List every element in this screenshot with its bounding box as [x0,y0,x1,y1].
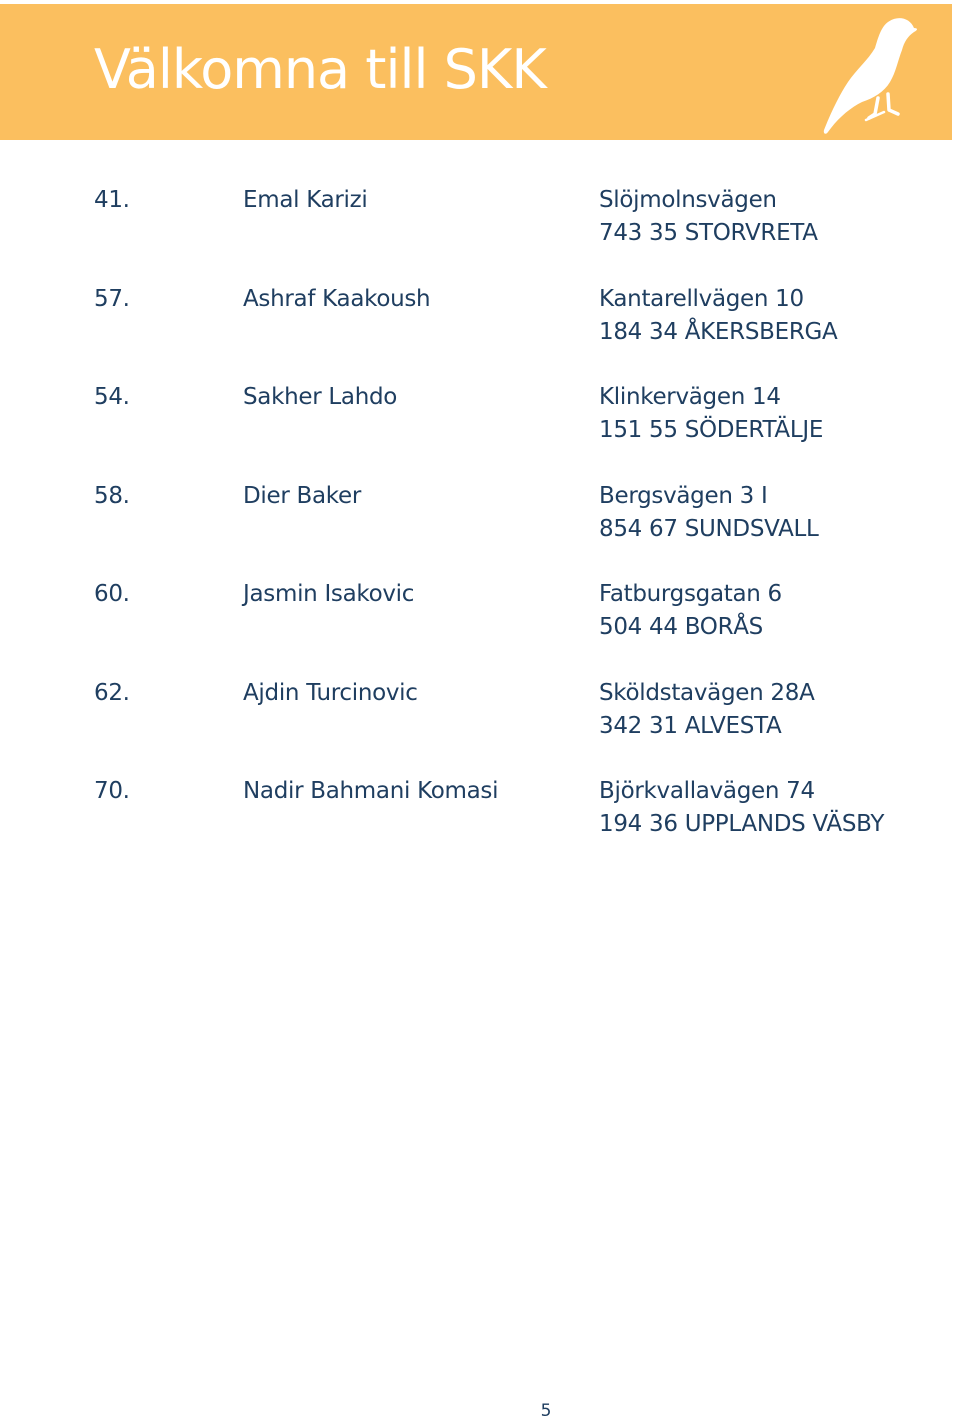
member-street: Kantarellvägen 10 [599,285,804,312]
member-entry [0,677,960,776]
member-entry [0,480,960,579]
header-banner [0,4,952,140]
member-city: 194 36 UPPLANDS VÄSBY [599,811,885,837]
member-entry [0,775,960,874]
member-name: Emal Karizi [243,187,368,213]
member-street: Björkvallavägen 74 [599,778,815,804]
page-number: 5 [540,1401,552,1421]
member-entry [0,283,960,382]
member-street: Fatburgsgatan 6 [599,581,782,607]
member-city: 151 55 SÖDERTÄLJE [599,417,824,443]
member-name: Ajdin Turcinovic [243,679,418,706]
member-street: Bergsvägen 3 I [599,482,768,509]
member-number: 62. [94,679,130,706]
member-name: Ashraf Kaakoush [243,285,431,312]
member-name: Dier Baker [243,482,361,509]
member-city: 504 44 BORÅS [599,614,763,640]
member-city: 743 35 STORVRETA [599,220,818,246]
member-street: Sköldstavägen 28A [599,679,815,706]
bird-icon [818,12,922,140]
member-number: 54. [94,384,130,410]
member-list [0,184,960,874]
member-number: 41. [94,187,130,213]
member-city: 184 34 ÅKERSBERGA [599,318,838,345]
member-name: Nadir Bahmani Komasi [243,778,499,804]
member-street: Klinkervägen 14 [599,384,781,410]
member-city: 342 31 ALVESTA [599,712,782,739]
member-entry [0,578,960,677]
page-title: Välkomna till SKK [94,38,546,101]
member-entry [0,381,960,480]
member-number: 60. [94,581,130,607]
member-number: 70. [94,778,130,804]
member-name: Sakher Lahdo [243,384,398,410]
member-entry [0,184,960,283]
member-city: 854 67 SUNDSVALL [599,515,819,542]
member-street: Slöjmolnsvägen [599,187,777,213]
member-number: 57. [94,285,130,312]
member-name: Jasmin Isakovic [243,581,415,607]
member-number: 58. [94,482,130,509]
